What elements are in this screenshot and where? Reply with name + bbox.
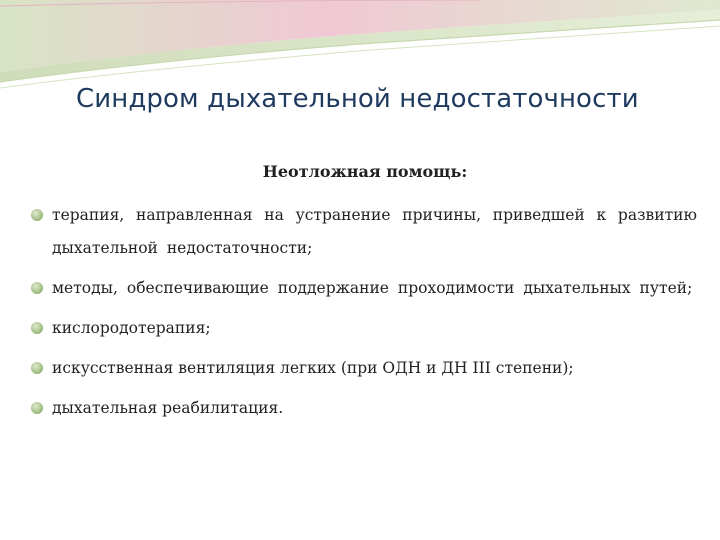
green-circle-bullet-icon — [31, 209, 43, 221]
list-item — [31, 272, 697, 305]
list-item — [31, 352, 697, 385]
slide-title: Синдром дыхательной недостаточности — [76, 84, 639, 114]
green-circle-bullet-icon — [31, 282, 43, 294]
bullet-list — [31, 199, 697, 432]
list-item — [31, 392, 697, 425]
list-item-text: искусственная вентиляция легких (при ОДН и ДН III степени); — [52, 359, 574, 377]
list-item-text: кислородотерапия; — [52, 319, 211, 337]
green-circle-bullet-icon — [31, 362, 43, 374]
list-item-text: терапия, направленная на устранение причины, приведшей к развитию дыхательной недостаточности; — [52, 206, 697, 257]
list-item-text: методы, обеспечивающие поддержание проходимости дыхательных путей; — [52, 279, 693, 297]
list-item — [31, 312, 697, 345]
subtitle-emergency-care: Неотложная помощь: — [262, 162, 468, 181]
list-item — [31, 199, 697, 265]
list-item-text: дыхательная реабилитация. — [52, 399, 284, 417]
green-circle-bullet-icon — [31, 402, 43, 414]
green-circle-bullet-icon — [31, 322, 43, 334]
